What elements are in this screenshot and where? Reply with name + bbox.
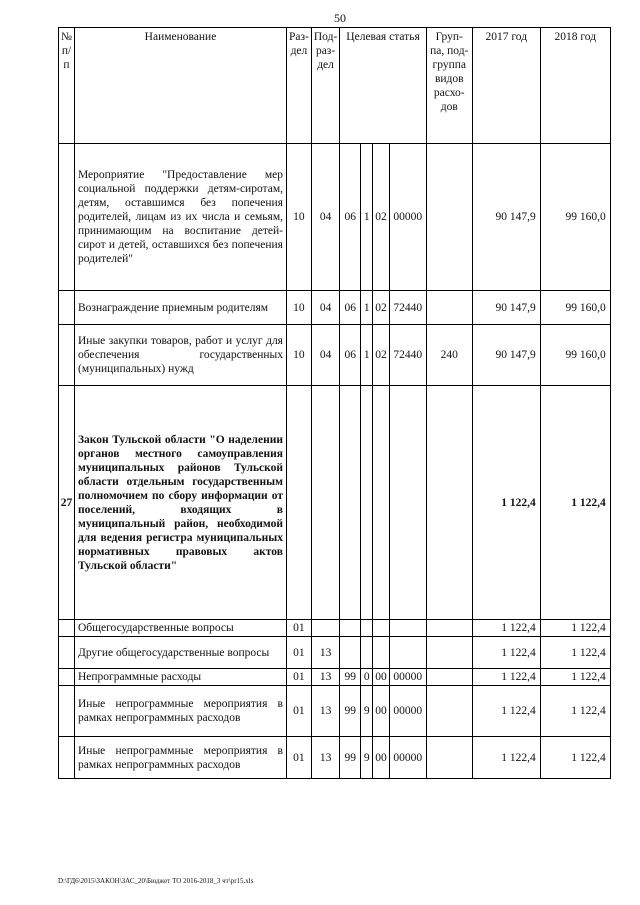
row-2017: 1 122,4 — [472, 686, 540, 737]
row-2017: 90 147,9 — [472, 291, 540, 325]
table-row — [59, 737, 611, 779]
row-group — [426, 737, 472, 779]
row-num — [59, 325, 75, 386]
row-target-program: 06 — [340, 144, 361, 291]
page-number: 50 — [334, 11, 346, 25]
row-num — [59, 686, 75, 737]
row-section: 01 — [286, 686, 311, 737]
table-row — [59, 669, 611, 686]
row-2017: 90 147,9 — [472, 325, 540, 386]
row-num — [59, 637, 75, 669]
row-group — [426, 144, 472, 291]
row-2017: 1 122,4 — [472, 620, 540, 637]
header-target: Целевая статья — [340, 28, 427, 144]
table-row — [59, 144, 611, 291]
header-2017: 2017 год — [472, 28, 540, 144]
row-name: Общегосударственные вопросы — [74, 620, 286, 637]
row-target-subprogram: 1 — [361, 325, 373, 386]
row-target-subprogram — [361, 637, 373, 669]
row-target-program: 99 — [340, 669, 361, 686]
row-target-direction: 00000 — [389, 737, 426, 779]
row-name: Мероприятие "Предоставление мер социальной поддержки детям-сиротам, детям, оставшимся без попечения родителей, лицам из их числа и семьям, принимающим на воспитание детей-сирот и детей, оставшихся без попечения родителей" — [74, 144, 286, 291]
row-2017: 1 122,4 — [472, 386, 540, 620]
row-group — [426, 386, 472, 620]
row-subsection — [311, 386, 339, 620]
row-target-program: 06 — [340, 291, 361, 325]
row-subsection: 04 — [311, 325, 339, 386]
row-name: Закон Тульской области "О наделении органов местного самоуправления муниципальных районов Тульской области отдельным государственным полномочием по сбору информации от поселений, входящих в муниципальный район, необходимой для ведения регистра муниципальных нормативных правовых актов Тульской области" — [74, 386, 286, 620]
row-section: 01 — [286, 620, 311, 637]
row-target-event: 00 — [373, 669, 390, 686]
row-name: Иные непрограммные мероприятия в рамках непрограммных расходов — [74, 737, 286, 779]
row-2018: 1 122,4 — [540, 737, 610, 779]
row-target-subprogram — [361, 386, 373, 620]
row-target-event: 00 — [373, 737, 390, 779]
row-subsection: 04 — [311, 291, 339, 325]
row-target-subprogram — [361, 620, 373, 637]
row-target-program: 99 — [340, 737, 361, 779]
row-target-event: 02 — [373, 144, 390, 291]
row-target-program: 99 — [340, 686, 361, 737]
table-row — [59, 637, 611, 669]
row-target-direction: 00000 — [389, 144, 426, 291]
row-num — [59, 291, 75, 325]
row-group — [426, 620, 472, 637]
row-target-direction — [389, 637, 426, 669]
row-target-subprogram: 0 — [361, 669, 373, 686]
row-target-direction: 00000 — [389, 669, 426, 686]
file-path-footer: D:\ГД6\2015\ЗАКОН\ЗАС_20\Бюджет ТО 2016-2018_3 чт\pr15.xls — [58, 877, 254, 885]
row-name: Вознаграждение приемным родителям — [74, 291, 286, 325]
header-subsection: Под-раз-дел — [311, 28, 339, 144]
row-subsection: 13 — [311, 686, 339, 737]
row-2018: 1 122,4 — [540, 686, 610, 737]
row-target-subprogram: 9 — [361, 737, 373, 779]
row-target-subprogram: 9 — [361, 686, 373, 737]
row-group — [426, 686, 472, 737]
row-name: Иные закупки товаров, работ и услуг для обеспечения государственных (муниципальных) нужд — [74, 325, 286, 386]
row-subsection: 13 — [311, 669, 339, 686]
row-target-direction: 00000 — [389, 686, 426, 737]
row-num — [59, 620, 75, 637]
header-name: Наименование — [74, 28, 286, 144]
row-2017: 1 122,4 — [472, 737, 540, 779]
row-target-direction — [389, 620, 426, 637]
table-row — [59, 686, 611, 737]
row-group — [426, 669, 472, 686]
budget-table — [58, 27, 611, 779]
table-header-row — [59, 28, 611, 144]
row-subsection: 13 — [311, 637, 339, 669]
row-target-program: 06 — [340, 325, 361, 386]
table-row — [59, 386, 611, 620]
row-name: Другие общегосударственные вопросы — [74, 637, 286, 669]
row-section: 01 — [286, 637, 311, 669]
row-target-event — [373, 637, 390, 669]
header-2018: 2018 год — [540, 28, 610, 144]
row-target-event: 00 — [373, 686, 390, 737]
row-target-subprogram: 1 — [361, 144, 373, 291]
row-2017: 1 122,4 — [472, 637, 540, 669]
row-2018: 1 122,4 — [540, 620, 610, 637]
row-group: 240 — [426, 325, 472, 386]
row-section: 01 — [286, 669, 311, 686]
row-num — [59, 144, 75, 291]
row-name: Непрограммные расходы — [74, 669, 286, 686]
row-target-direction — [389, 386, 426, 620]
header-num: № п/п — [59, 28, 75, 144]
row-num: 27 — [59, 386, 75, 620]
row-2017: 1 122,4 — [472, 669, 540, 686]
row-2018: 1 122,4 — [540, 669, 610, 686]
row-2018: 1 122,4 — [540, 386, 610, 620]
row-target-program — [340, 637, 361, 669]
row-section — [286, 386, 311, 620]
row-target-event — [373, 386, 390, 620]
row-2018: 1 122,4 — [540, 637, 610, 669]
row-2017: 90 147,9 — [472, 144, 540, 291]
row-num — [59, 669, 75, 686]
row-2018: 99 160,0 — [540, 291, 610, 325]
row-2018: 99 160,0 — [540, 325, 610, 386]
row-section: 10 — [286, 291, 311, 325]
row-name: Иные непрограммные мероприятия в рамках непрограммных расходов — [74, 686, 286, 737]
row-target-event: 02 — [373, 291, 390, 325]
row-2018: 99 160,0 — [540, 144, 610, 291]
row-num — [59, 737, 75, 779]
table-row — [59, 291, 611, 325]
row-section: 10 — [286, 144, 311, 291]
row-section: 01 — [286, 737, 311, 779]
row-subsection: 04 — [311, 144, 339, 291]
row-subsection — [311, 620, 339, 637]
row-subsection: 13 — [311, 737, 339, 779]
header-section: Раз-дел — [286, 28, 311, 144]
row-target-event — [373, 620, 390, 637]
header-group: Груп-па, под-группа видов расхо-дов — [426, 28, 472, 144]
row-target-program — [340, 620, 361, 637]
row-target-event: 02 — [373, 325, 390, 386]
row-target-direction: 72440 — [389, 325, 426, 386]
table-row — [59, 620, 611, 637]
row-target-program — [340, 386, 361, 620]
row-section: 10 — [286, 325, 311, 386]
table-row — [59, 325, 611, 386]
row-group — [426, 637, 472, 669]
row-target-subprogram: 1 — [361, 291, 373, 325]
row-target-direction: 72440 — [389, 291, 426, 325]
row-group — [426, 291, 472, 325]
